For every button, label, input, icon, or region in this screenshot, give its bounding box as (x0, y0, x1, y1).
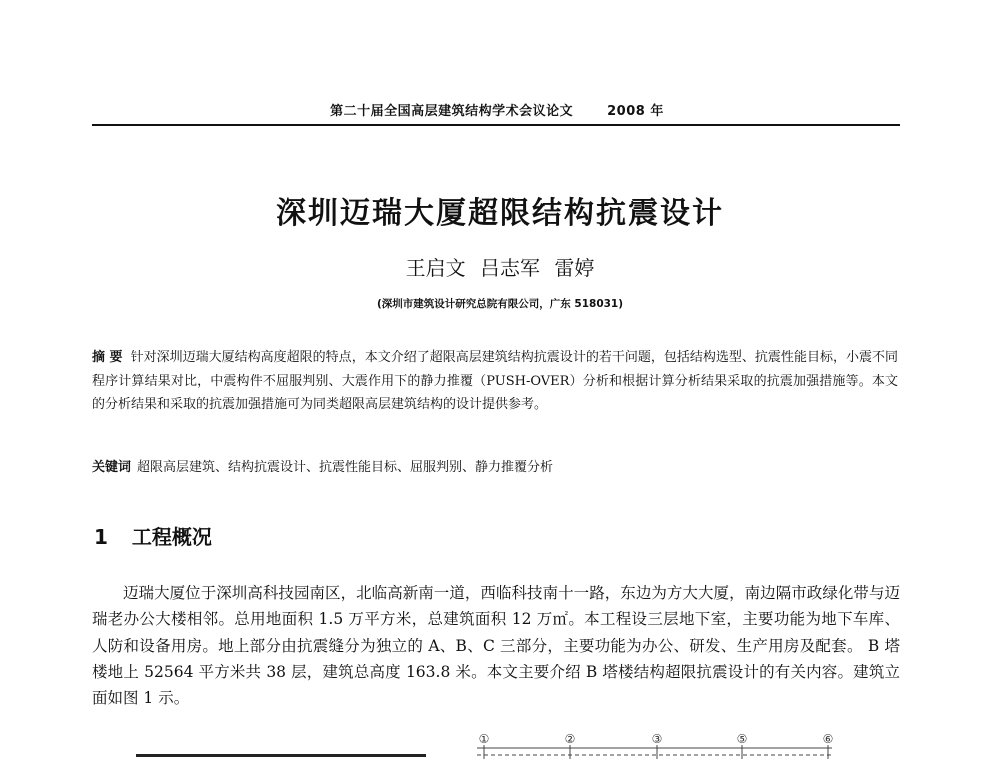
section-paragraph: 迈瑞大厦位于深圳高科技园南区，北临高新南一道，西临科技南十一路，东边为方大大厦，南边隔市政绿化带与迈瑞老办公大楼相邻。总用地面积 1.5 万平方米，总建筑面积 12 万㎡。本工程设三层地下室，主要功能为地下车库、人防和设备用房。地上部分由抗震缝分为独立的 A、B、C 三部分，主要功能为办公、研发、生产用房及配套。 B 塔楼地上 52564 平方米共 38 层，建筑总高度 163.8 米。本文主要介绍 B 塔楼结构超限抗震设计的有关内容。建筑立面如图 1 示。 (92, 584, 900, 708)
keywords-text: 超限高层建筑、结构抗震设计、抗震性能目标、屈服判别、静力推覆分析 (137, 460, 554, 475)
section-number: 1 (94, 525, 108, 549)
abstract-text: 针对深圳迈瑞大厦结构高度超限的特点，本文介绍了超限高层建筑结构抗震设计的若干问题，包括结构选型、抗震性能目标，小震不同程序计算结果对比，中震构件不屈服判别、大震作用下的静力推覆（PUSH-OVER）分析和根据计算分析结果采取的抗震加强措施等。本文的分析结果和采取的抗震加强措施可为同类超限高层建筑结构的设计提供参考。 (92, 350, 898, 412)
conference-name: 第二十届全国高层建筑结构学术会议论文 (330, 104, 574, 119)
axis-label: ⑤ (736, 732, 748, 746)
axis-label: ① (478, 732, 490, 746)
running-header (94, 100, 900, 119)
axis-grid-drawing (92, 726, 900, 759)
author-list: 王启文 吕志军 雷婷 (405, 256, 595, 280)
section-title: 工程概况 (131, 525, 212, 549)
author-affiliation: (深圳市建筑设计研究总院有限公司，广东 518031) (376, 298, 624, 310)
axis-label: ② (564, 732, 576, 746)
axis-label: ③ (651, 732, 663, 746)
header-rule (92, 124, 900, 126)
figure-1-partial (92, 726, 900, 759)
abstract (92, 346, 898, 417)
keywords (92, 458, 898, 478)
axis-label: ⑥ (822, 732, 834, 746)
section-heading (94, 521, 212, 550)
conference-year: 2008 年 (607, 104, 664, 119)
abstract-label: 摘 要 (92, 350, 123, 365)
keywords-label: 关键词 (92, 460, 132, 475)
paper-title: 深圳迈瑞大厦超限结构抗震设计 (276, 196, 724, 231)
